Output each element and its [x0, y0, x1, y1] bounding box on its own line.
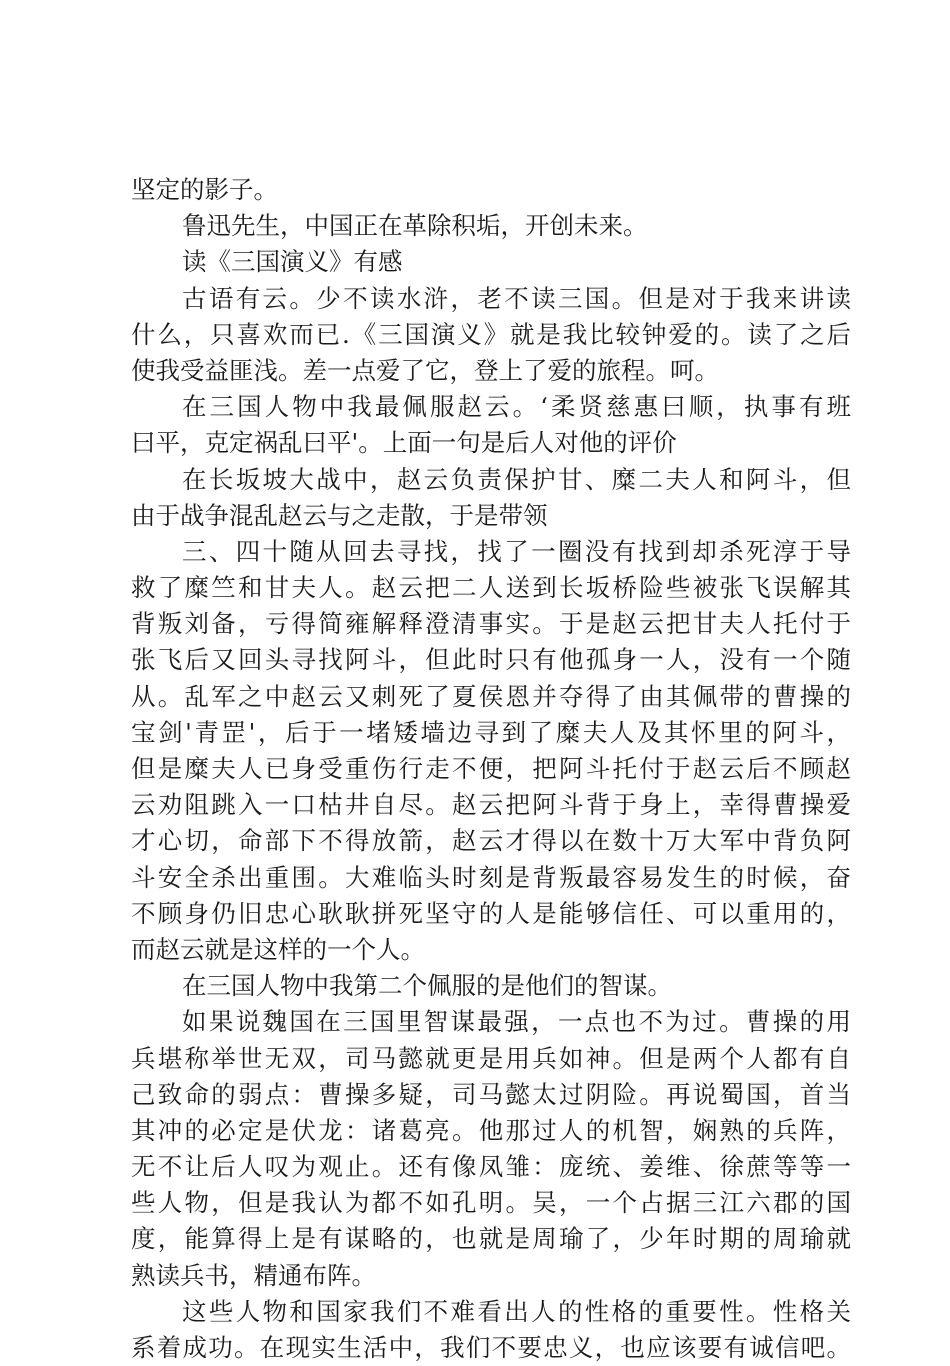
paragraph — [131, 1294, 851, 1366]
text-line: 熟读兵书，精通布阵。 — [131, 1260, 376, 1290]
text-line: 救了糜竺和甘夫人。赵云把二人送到长坂桥险些被张飞误解其 — [131, 573, 851, 603]
text-line: 才心切，命部下不得放箭，赵云才得以在数十万大军中背负阿 — [131, 826, 851, 856]
text-line: 从。乱军之中赵云又刺死了夏侯恩并夺得了由其佩带的曹操的 — [131, 681, 851, 711]
text-line: 这些人物和国家我们不难看出人的性格的重要性。性格关 — [182, 1296, 851, 1326]
paragraph — [131, 462, 851, 534]
text-line: 张飞后又回头寻找阿斗，但此时只有他孤身一人，没有一个随 — [131, 645, 851, 675]
text-line: 曰平，克定祸乱曰平'。上面一句是后人对他的评价 — [131, 428, 677, 458]
paragraph — [131, 281, 851, 390]
text-line: 古语有云。少不读水浒，老不读三国。但是对于我来讲读 — [182, 283, 851, 313]
text-line: 些人物，但是我认为都不如孔明。吴，一个占据三江六郡的国 — [131, 1188, 851, 1218]
text-line: 系着成功。在现实生活中，我们不要忠义，也应该要有诚信吧。 — [131, 1333, 851, 1362]
paragraph — [131, 208, 851, 244]
text-line: 己致命的弱点：曹操多疑，司马懿太过阴险。再说蜀国，首当 — [131, 1079, 851, 1109]
text-line: 云劝阻跳入一口枯井自尽。赵云把阿斗背于身上，幸得曹操爱 — [131, 790, 851, 820]
text-line: 不顾身仍旧忠心耿耿拼死坚守的人是能够信任、可以重用的， — [131, 898, 851, 928]
text-line: 三、四十随从回去寻找，找了一圈没有找到却杀死淳于导 — [182, 536, 851, 566]
paragraph — [131, 172, 851, 208]
paragraph — [131, 1004, 851, 1294]
text-line: 读《三国演义》有感 — [182, 247, 403, 277]
text-line: 在三国人物中我第二个佩服的是他们的智谋。 — [182, 971, 672, 1001]
text-line: 鲁迅先生，中国正在革除积垢，开创未来。 — [182, 211, 648, 241]
paragraph — [131, 534, 851, 968]
text-line: 而赵云就是这样的一个人。 — [131, 934, 425, 964]
text-line: 兵堪称举世无双，司马懿就更是用兵如神。但是两个人都有自 — [131, 1043, 851, 1073]
text-line: 其冲的必定是伏龙：诸葛亮。他那过人的机智，娴熟的兵阵， — [131, 1115, 851, 1145]
paragraph — [131, 389, 851, 461]
document-body — [131, 172, 851, 1366]
text-line: 在长坂坡大战中，赵云负责保护甘、糜二夫人和阿斗，但 — [182, 464, 851, 494]
text-line: 背叛刘备，亏得简雍解释澄清事实。于是赵云把甘夫人托付于 — [131, 609, 851, 639]
text-line: 使我受益匪浅。差一点爱了它，登上了爱的旅程。呵。 — [131, 355, 719, 385]
essay-title — [131, 244, 851, 280]
text-line: 在三国人物中我最佩服赵云。‘柔贤慈惠曰顺，执事有班 — [182, 392, 851, 422]
text-line: 由于战争混乱赵云与之走散，于是带领 — [131, 500, 548, 530]
text-line: 坚定的影子。 — [131, 175, 278, 204]
text-line: 斗安全杀出重围。大难临头时刻是背叛最容易发生的时候，奋 — [131, 862, 851, 892]
text-line: 无不让后人叹为观止。还有像凤雏：庞统、姜维、徐蔗等等一 — [131, 1152, 851, 1182]
text-line: 但是糜夫人已身受重伤行走不便，把阿斗托付于赵云后不顾赵 — [131, 754, 851, 783]
text-line: 如果说魏国在三国里智谋最强，一点也不为过。曹操的用 — [182, 1007, 851, 1037]
paragraph — [131, 968, 851, 1004]
text-line: 度，能算得上是有谋略的，也就是周瑜了，少年时期的周瑜就 — [131, 1224, 851, 1254]
text-line: 宝剑'青罡'，后于一堵矮墙边寻到了糜夫人及其怀里的阿斗， — [131, 717, 851, 747]
text-line: 什么，只喜欢而已.《三国演义》就是我比较钟爱的。读了之后 — [131, 319, 851, 349]
